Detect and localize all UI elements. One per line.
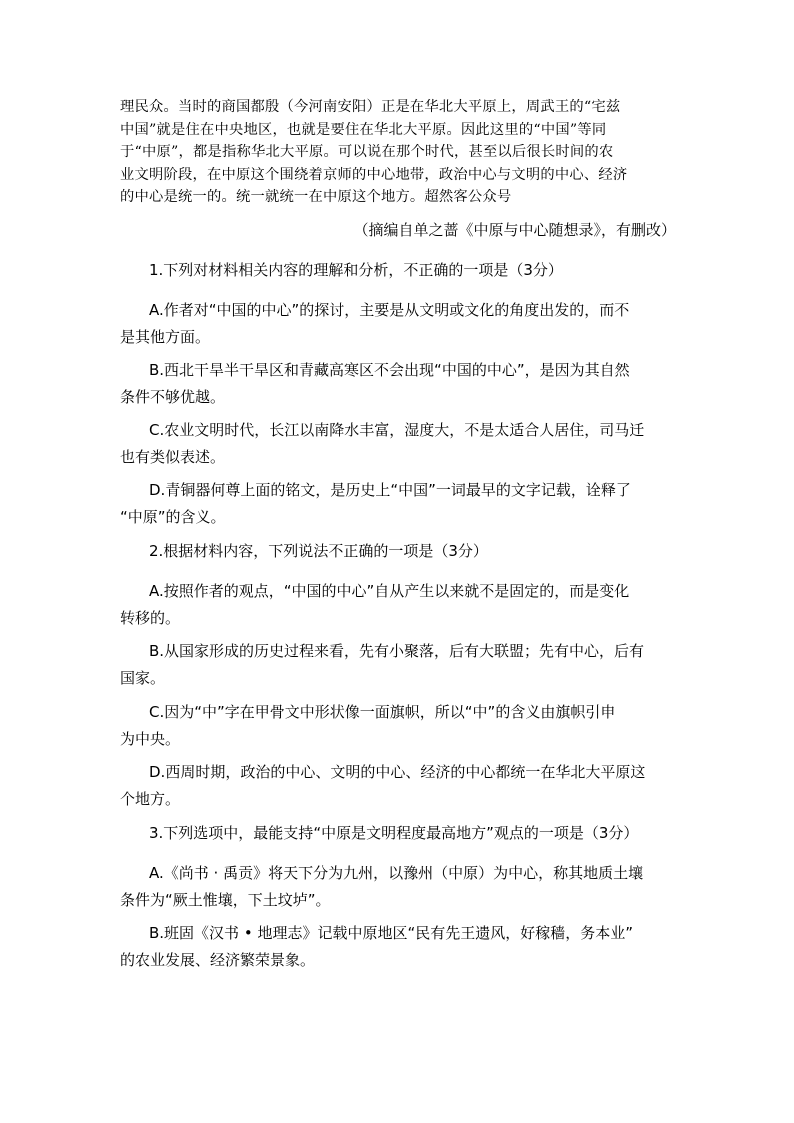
source-citation: （摘编自单之蔷《中原与中心随想录》，有删改） xyxy=(353,221,676,239)
question-1-option-d xyxy=(120,477,676,531)
option-line: 条件不够优越。 xyxy=(120,388,226,406)
option-line: A.作者对“中国的中心”的探讨，主要是从文明或文化的角度出发的，而不 xyxy=(149,301,630,319)
option-line: A.《尚书 · 禹贡》将天下分为九州，以豫州（中原）为中心，称其地质土壤 xyxy=(149,864,644,882)
question-3-stem-block xyxy=(120,820,676,847)
option-line: D.西周时期，政治的中心、文明的中心、经济的中心都统一在华北大平原这 xyxy=(149,763,646,781)
option-line: D.青铜器何尊上面的铭文，是历史上“中国”一词最早的文字记载，诠释了 xyxy=(149,481,631,499)
option-line: 的农业发展、经济繁荣景象。 xyxy=(120,951,316,969)
option-line: B.西北干旱半干旱区和青藏高寒区不会出现“中国的中心”，是因为其自然 xyxy=(149,361,630,379)
intro-line: 业文明阶段，在中原这个围绕着京师的中心地带，政治中心与文明的中心、经济 xyxy=(120,166,628,183)
intro-line: 理民众。当时的商国都殷（今河南安阳）正是在华北大平原上，周武王的“宅兹 xyxy=(120,99,621,115)
question-2-option-d xyxy=(120,759,676,813)
option-line: 条件为“厥土惟壤，下土坟垆”。 xyxy=(120,891,331,909)
option-line: B.班固《汉书 • 地理志》记载中原地区“民有先王遗风，好稼穑，务本业” xyxy=(149,924,633,942)
question-3-stem: 3.下列选项中，最能支持“中原是文明程度最高地方”观点的一项是（3分） xyxy=(149,824,639,842)
intro-passage xyxy=(120,96,680,209)
question-1-option-b xyxy=(120,357,676,411)
question-2-option-b xyxy=(120,638,676,692)
intro-line: 于“中原”，都是指称华北大平原。可以说在那个时代，甚至以后很长时间的农 xyxy=(120,144,614,161)
option-line: “中原”的含义。 xyxy=(120,508,226,526)
intro-line: 中国”就是住在中央地区，也就是要住在华北大平原。因此这里的“中国”等同 xyxy=(120,121,607,138)
option-line: 个地方。 xyxy=(120,790,181,808)
option-line: 国家。 xyxy=(120,669,166,687)
question-2-stem: 2.根据材料内容，下列说法不正确的一项是（3分） xyxy=(149,542,488,560)
question-3-option-b xyxy=(120,920,676,974)
option-line: C.农业文明时代，长江以南降水丰富，湿度大，不是太适合人居住，司马迁 xyxy=(149,421,645,439)
question-1-stem: 1.下列对材料相关内容的理解和分析，不正确的一项是（3分） xyxy=(149,261,563,279)
option-line: C.因为“中”字在甲骨文中形状像一面旗帜，所以“中”的含义由旗帜引申 xyxy=(149,703,616,721)
question-2-stem-block xyxy=(120,538,676,565)
question-1-stem-block xyxy=(120,257,676,284)
question-3-option-a xyxy=(120,860,676,914)
question-2-option-a xyxy=(120,578,676,632)
option-line: 转移的。 xyxy=(120,609,181,627)
question-2-option-c xyxy=(120,699,676,753)
option-line: 为中央。 xyxy=(120,730,181,748)
intro-line: 的中心是统一的。统一就统一在中原这个地方。超然客公众号 xyxy=(120,189,512,206)
option-line: 是其他方面。 xyxy=(120,328,211,346)
question-1-option-a xyxy=(120,297,676,351)
option-line: B.从国家形成的历史过程来看，先有小聚落，后有大联盟；先有中心，后有 xyxy=(149,642,645,660)
option-line: A.按照作者的观点，“中国的中心”自从产生以来就不是固定的，而是变化 xyxy=(149,582,630,600)
option-line: 也有类似表述。 xyxy=(120,448,226,466)
question-1-option-c xyxy=(120,417,676,471)
